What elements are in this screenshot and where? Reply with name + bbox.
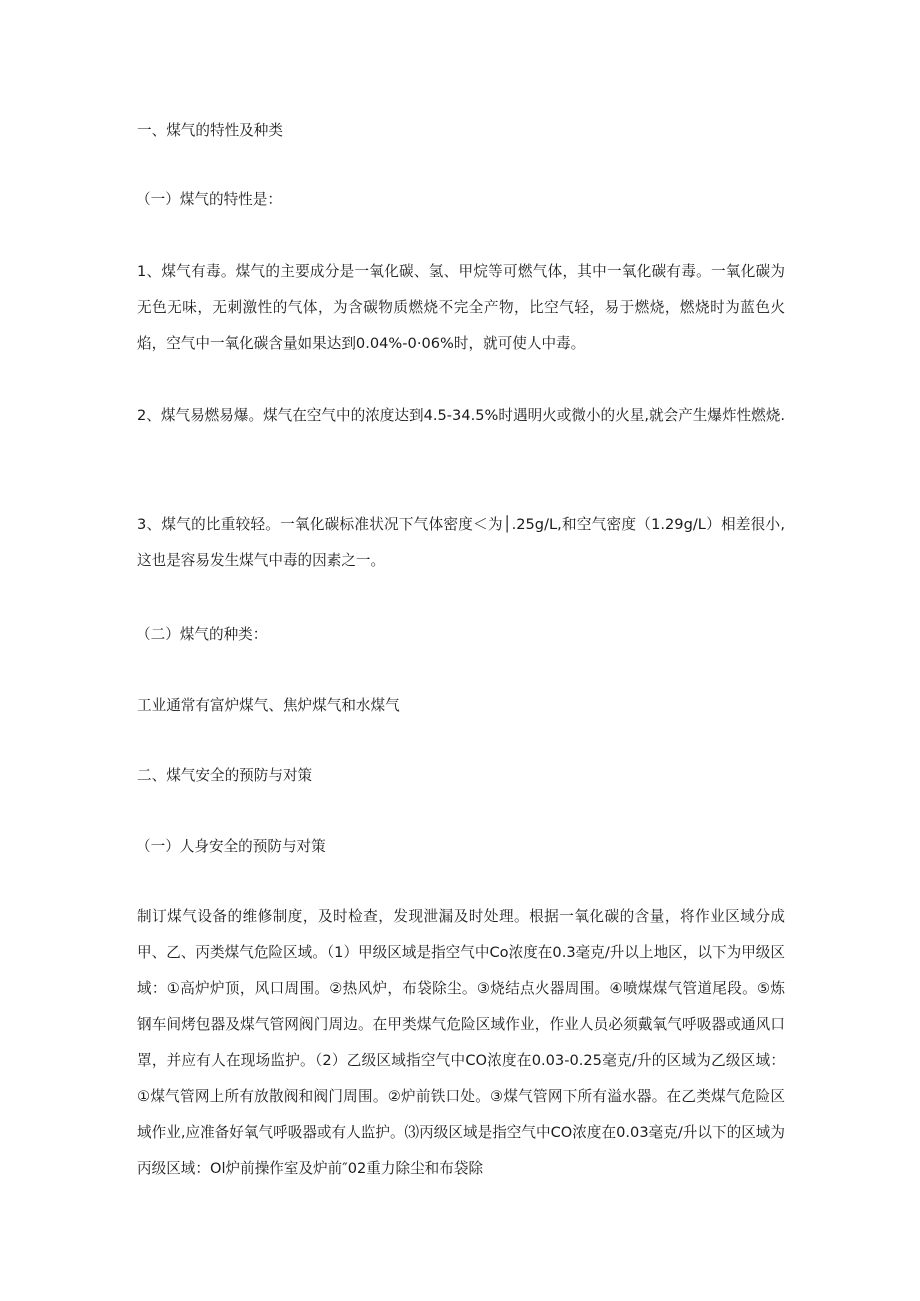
paragraph-toxicity: 1、煤气有毒。煤气的主要成分是一氧化碳、氢、甲烷等可燃气体，其中一氧化碳有毒。一氧化碳为无色无味，无刺激性的气体，为含碳物质燃烧不完全产物，比空气轻，易于燃烧，燃烧时为蓝色火焰，空气中一氧化碳含量如果达到0.04%-0·06%时，就可使人中毒。 <box>137 263 785 352</box>
subsection-title-1: （一）煤气的特性是： <box>136 191 282 208</box>
paragraph-density: 3、煤气的比重较轻。一氧化碳标准状况下气体密度＜为│.25g∕L,和空气密度（1.29g∕L）相差很小,这也是容易发生煤气中毒的因素之一。 <box>137 516 785 569</box>
section-title-2: 二、煤气安全的预防与对策 <box>137 767 313 784</box>
paragraph-safety-zones: 制订煤气设备的维修制度，及时检查，发现泄漏及时处理。根据一氧化碳的含量，将作业区域分成甲、乙、丙类煤气危险区域。（1）甲级区域是指空气中Co浓度在0.3毫克/升以上地区，以下为甲级区域：①高炉炉顶，风口周围。②热风炉，布袋除尘。③烧结点火器周围。④喷煤煤气管道尾段。⑤炼钢车间烤包器及煤气管网阀门周边。在甲类煤气危险区域作业，作业人员必须戴氧气呼吸器或通风口罩，并应有人在现场监护。（2）乙级区域指空气中CO浓度在0.03-0.25毫克/升的区域为乙级区域：①煤气管网上所有放散阀和阀门周围。②炉前铁口处。③煤气管网下所有溢水器。在乙类煤气危险区域作业,应准备好氧气呼吸器或有人监护。⑶丙级区域是指空气中CO浓度在0.03毫克/升以下的区域为丙级区域：Ol炉前操作室及炉前″02重力除尘和布袋除 <box>137 908 785 1177</box>
section-title-1: 一、煤气的特性及种类 <box>137 122 283 139</box>
subsection-title-3: （一）人身安全的预防与对策 <box>136 838 326 855</box>
subsection-title-2: （二）煤气的种类： <box>136 626 268 643</box>
paragraph-flammability: 2、煤气易燃易爆。煤气在空气中的浓度达到4.5-34.5%时遇明火或微小的火星,就会产生爆炸性燃烧. <box>137 407 785 424</box>
paragraph-gas-types: 工业通常有富炉煤气、焦炉煤气和水煤气 <box>137 697 400 714</box>
